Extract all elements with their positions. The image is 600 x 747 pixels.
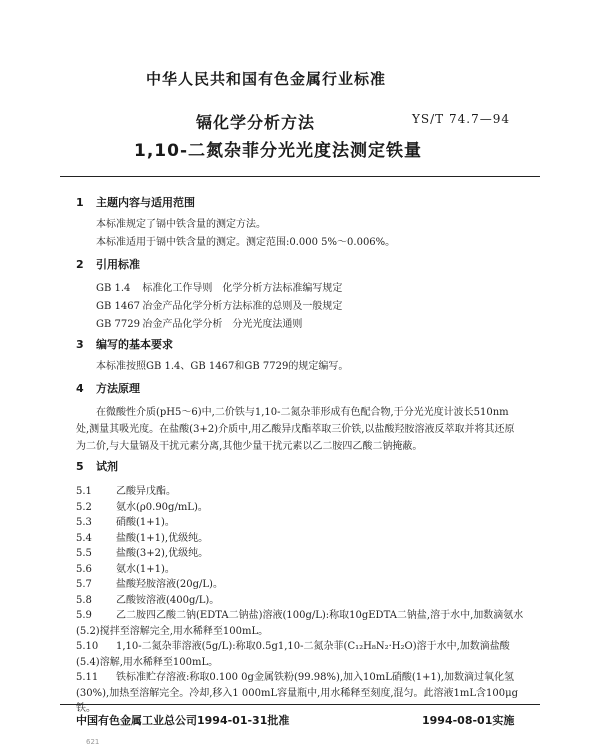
implementation-date: 1994-08-01实施 (422, 714, 515, 727)
section-title: 方法原理 (96, 382, 140, 395)
section-3-heading (76, 336, 173, 352)
reagent-continuation: (5.2)搅拌至溶解完全,用水稀释至100mL。 (76, 625, 269, 637)
section-title: 引用标准 (96, 258, 140, 271)
section-number: 3 (76, 338, 84, 351)
reference-code: GB 7729 (96, 319, 140, 330)
paragraph-line: 为二价,与大量镉及干扰元素分离,其他少量干扰元素以乙二胺四乙酸二钠掩蔽。 (76, 441, 423, 452)
reagent-continuation: (5.4)溶解,用水稀释至100mL。 (76, 656, 219, 668)
page-number: 621 (86, 738, 100, 746)
standard-code: YS/T 74.7—94 (412, 112, 510, 126)
reference-item (96, 279, 342, 294)
document-title-line2: 1,10-二氮杂菲分光光度法测定铁量 (134, 141, 422, 161)
reagent-text: 乙二胺四乙酸二钠(EDTA二钠盐)溶液(100g/L):称取10gEDTA二钠盐,溶于水中,加数滴氨水 (116, 610, 524, 621)
reagent-item (76, 498, 208, 513)
paragraph-line: 本标准适用于镉中铁含量的测定。测定范围:0.000 5%～0.006%。 (96, 237, 396, 248)
reagent-item (76, 575, 223, 590)
section-number: 4 (76, 382, 84, 395)
reagent-item (76, 606, 523, 621)
reagent-item (76, 544, 208, 559)
reagent-item (76, 482, 176, 497)
approval-statement: 中国有色金属工业总公司1994-01-31批准 (76, 714, 290, 727)
reagent-item (76, 529, 208, 544)
section-2-heading (76, 256, 140, 272)
section-5-heading (76, 458, 118, 474)
section-title: 试剂 (96, 460, 118, 473)
reference-title: 标准化工作导则 化学分析方法标准编写规定 (142, 283, 343, 294)
reagent-number: 5.2 (76, 501, 92, 513)
section-1-heading (76, 194, 195, 210)
reference-code: GB 1467 (96, 301, 140, 312)
reagent-item (76, 513, 175, 528)
reagent-text: 盐酸(3+2),优级纯。 (116, 548, 209, 559)
section-title: 编写的基本要求 (96, 338, 173, 351)
reagent-item (76, 637, 510, 652)
reagent-text: 氨水(1+1)。 (116, 563, 175, 575)
reagent-text: 盐酸羟胺溶液(20g/L)。 (116, 579, 223, 590)
reagent-number: 5.5 (76, 548, 92, 559)
paragraph-line: 处,测量其吸光度。在盐酸(3+2)介质中,用乙酸异戊酯萃取三价铁,以盐酸羟胺溶液反萃取并将其还原 (76, 424, 515, 435)
header-divider (60, 176, 540, 177)
reagent-continuation: 铁。 (76, 703, 96, 714)
reagent-text: 铁标准贮存溶液:称取0.100 0g金属铁粉(99.98%),加入10mL硝酸(1+1),加数滴过氧化氢 (116, 672, 514, 683)
reagent-number: 5.10 (76, 641, 99, 652)
reference-item (96, 315, 302, 330)
reagent-item (76, 560, 175, 575)
reagent-text: 氨水(ρ0.90g/mL)。 (116, 501, 208, 513)
reagent-number: 5.1 (76, 486, 92, 497)
reagent-text: 盐酸(1+1),优级纯。 (116, 532, 209, 544)
reagent-text: 硝酸(1+1)。 (116, 517, 175, 528)
paragraph-line: 本标准按照GB 1.4、GB 1467和GB 7729的规定编写。 (96, 361, 349, 372)
reagent-number: 5.8 (76, 594, 92, 606)
reagent-number: 5.11 (76, 672, 99, 683)
reagent-text: 1,10-二氮杂菲溶液(5g/L):称取0.5g1,10-二氮杂菲(C₁₂H₈N₂·H₂O)溶于水中,加数滴盐酸 (116, 641, 510, 652)
reagent-number: 5.4 (76, 532, 92, 544)
document-title-line1: 镉化学分析方法 (196, 113, 316, 132)
reagent-number: 5.6 (76, 563, 92, 575)
paragraph-line: 在微酸性介质(pH5～6)中,二价铁与1,10-二氮杂菲形成有色配合物,于分光光度计波长510nm (96, 407, 509, 418)
reference-title: 冶金产品化学分析 分光光度法通则 (142, 319, 303, 330)
reagent-continuation: (30%),加热至溶解完全。冷却,移入1 000mL容量瓶中,用水稀释至刻度,混匀。此溶液1mL含100μg (76, 687, 518, 699)
footer-divider (60, 704, 540, 705)
reagent-item (76, 668, 514, 683)
section-number: 1 (76, 196, 84, 209)
reagent-number: 5.3 (76, 517, 92, 528)
reagent-number: 5.7 (76, 579, 92, 590)
section-number: 2 (76, 258, 84, 271)
reagent-text: 乙酸铵溶液(400g/L)。 (116, 594, 220, 606)
reference-title: 冶金产品化学分析方法标准的总则及一般规定 (142, 301, 343, 312)
section-4-heading (76, 380, 140, 396)
section-number: 5 (76, 460, 84, 473)
reference-item (96, 297, 342, 312)
paragraph-line: 本标准规定了镉中铁含量的测定方法。 (96, 219, 266, 230)
reagent-item (76, 591, 219, 606)
reagent-text: 乙酸异戊酯。 (116, 486, 176, 497)
reagent-number: 5.9 (76, 610, 92, 621)
section-title: 主题内容与适用范围 (96, 196, 195, 209)
standard-organization: 中华人民共和国有色金属行业标准 (146, 70, 387, 88)
reference-code: GB 1.4 (96, 283, 131, 294)
